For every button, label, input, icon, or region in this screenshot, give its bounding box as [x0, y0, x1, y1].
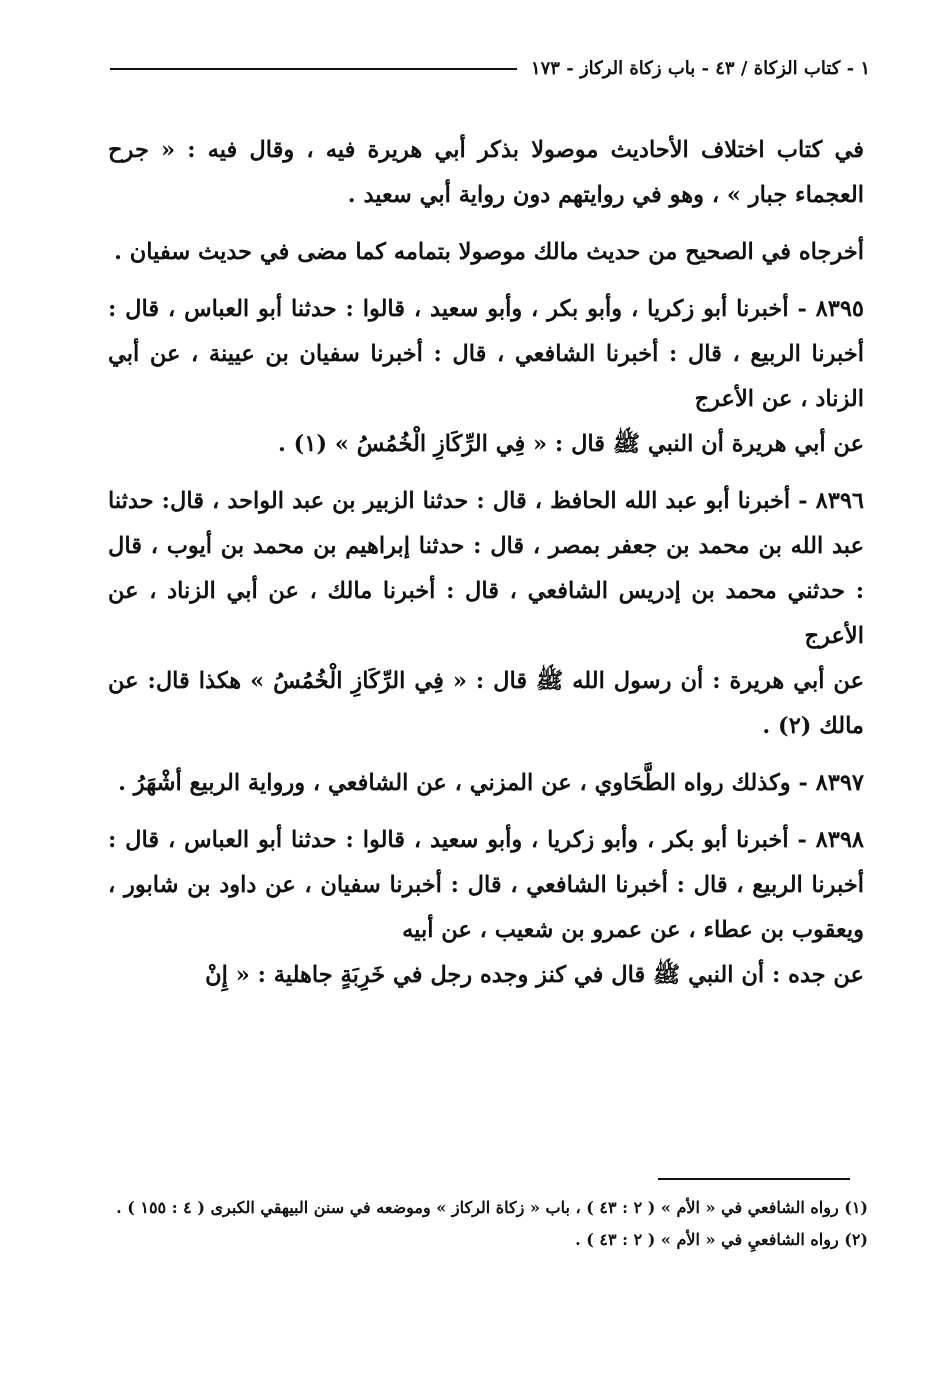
footnotes [108, 1192, 868, 1256]
header-rule [110, 68, 517, 70]
footnote-separator [658, 1178, 850, 1180]
main-text [108, 128, 864, 1010]
running-header [110, 58, 870, 79]
hadith-matn: عن أبي هريرة : أن رسول الله ﷺ قال : « فِي الرِّكَازِ الْخُمُسُ » هكذا قال: عن مالك (٢) . [108, 668, 864, 739]
paragraph: ٨٣٩٧ - وكذلك رواه الطَّحَاوي ، عن المزني ، عن الشافعي ، ورواية الربيع أشْهَرُ . [118, 770, 864, 796]
hadith-isnad: ٨٣٩٦ - أخبرنا أبو عبد الله الحافظ ، قال : حدثنا الزبير بن عبد الواحد ، قال: حدثنا عبد الله بن محمد بن جعفر بمصر ، قال : حدثنا إبراهيم بن محمد بن أيوب ، قال : حدثني محمد بن إدريس الشافعي ، قال : أخبرنا مالك ، عن أبي الزناد ، عن الأعرج [108, 488, 864, 649]
running-title: ١ - كتاب الزكاة / ٤٣ - باب زكاة الركاز - ١٧٣ [530, 58, 870, 79]
hadith-matn: عن أبي هريرة أن النبي ﷺ قال : « فِي الرِّكَازِ الْخُمُسُ » (١) . [277, 431, 864, 457]
paragraph: أخرجاه في الصحيح من حديث مالك موصولا بتمامه كما مضى في حديث سفيان . [114, 239, 864, 265]
hadith-isnad: ٨٣٩٥ - أخبرنا أبو زكريا ، وأبو بكر ، وأبو سعيد ، قالوا : حدثنا أبو العباس ، قال : أخبرنا الربيع ، قال : أخبرنا الشافعي ، قال : أخبرنا سفيان بن عيينة ، عن أبي الزناد ، عن الأعرج [108, 296, 864, 412]
hadith-matn: عن جده : أن النبي ﷺ قال في كنز وجده رجل في خَرِبَةٍ جاهلية : « إِنْ [205, 962, 864, 988]
hadith-isnad: ٨٣٩٨ - أخبرنا أبو بكر ، وأبو زكريا ، وأبو سعيد ، قالوا : حدثنا أبو العباس ، قال : أخبرنا الربيع ، قال : أخبرنا الشافعي ، قال : أخبرنا سفيان ، عن داود بن شابور ، ويعقوب بن عطاء ، عن عمرو بن شعيب ، عن أبيه [108, 827, 864, 943]
footnote: (٢) رواه الشافعيِ في « الأم » ( ٢ : ٤٣ ) . [575, 1230, 868, 1249]
paragraph: في كتاب اختلاف الأحاديث موصولا بذكر أبي هريرة فيه ، وقال فيه : « جرح العجماء جبار » ، وهو في روايتهم دون رواية أبي سعيد . [108, 137, 864, 208]
footnote: (١) رواه الشافعي في « الأم » ( ٢ : ٤٣ ) ، باب « زكاة الركاز » وموضعه في سنن البيهقي الكبرى ( ٤ : ١٥٥ ) . [116, 1198, 868, 1217]
